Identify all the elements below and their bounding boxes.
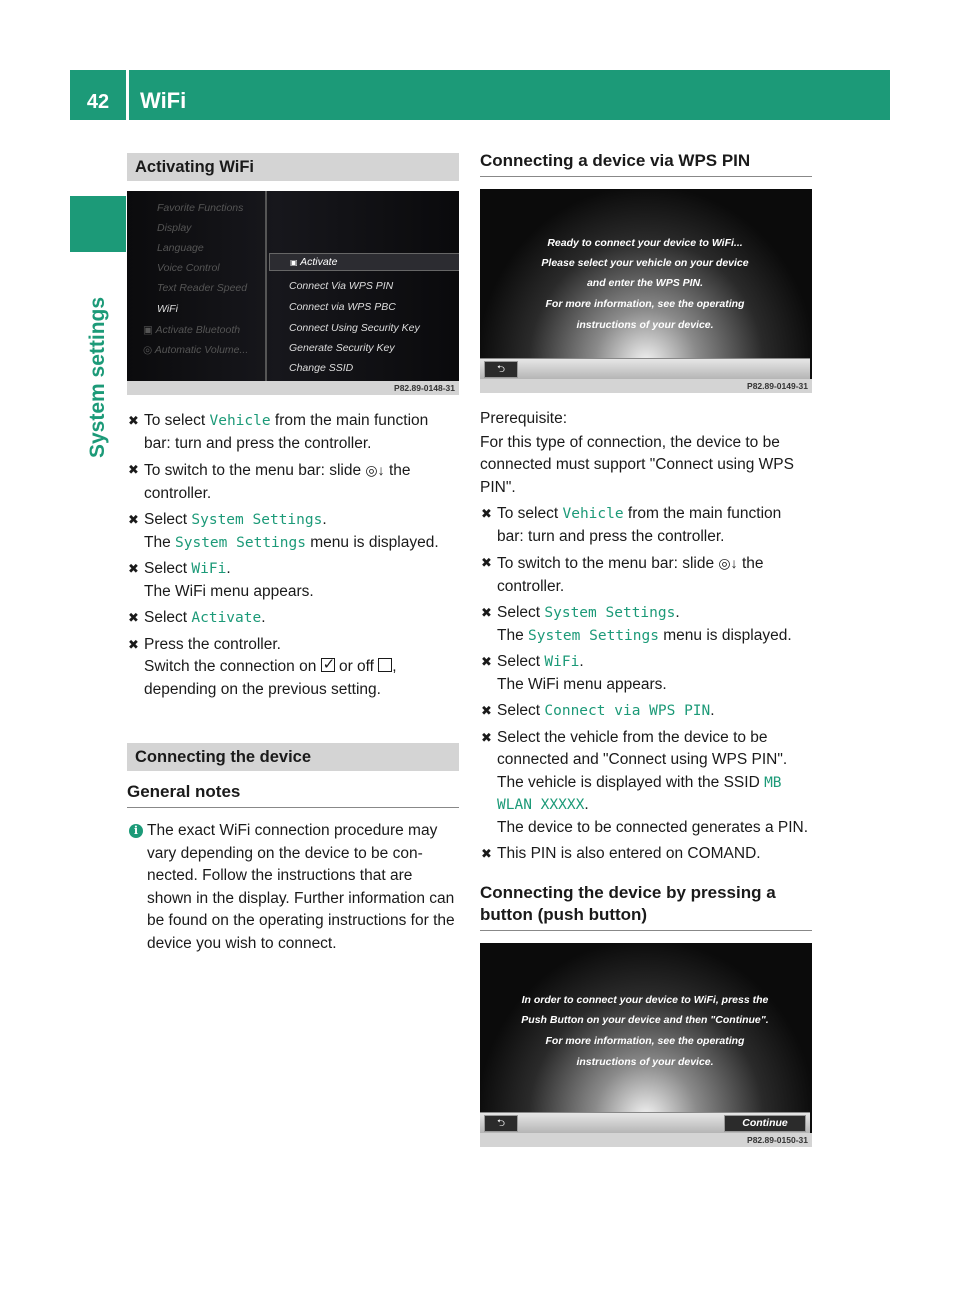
- screenshot-menu-item: ▣ Activate Bluetooth: [143, 324, 241, 336]
- screenshot-menu-item: Text Reader Speed: [157, 282, 248, 294]
- step-switch-menu-bar: ✖ To switch to the menu bar: slide ◎↓ the controller.: [127, 459, 459, 505]
- right-column: [480, 150, 812, 1147]
- radio-icon: ◎: [143, 344, 153, 356]
- step-switch-menu-bar: ✖ To switch to the menu bar: slide ◎↓ the controller.: [480, 552, 812, 598]
- section-title-wps-pin: Connecting a device via WPS PIN: [480, 150, 812, 177]
- screenshot-text-line: In order to connect your device to WiFi, press the: [521, 993, 769, 1006]
- step-press-controller: ✖ Press the controller. Switch the connection on ✓ or off , depending on the previous setting.: [127, 634, 459, 702]
- step-arrow-icon: ✖: [128, 462, 139, 477]
- step-arrow-icon: ✖: [128, 610, 139, 625]
- image-code: P82.89-0148-31: [127, 381, 459, 395]
- screenshot-menu-item: Voice Control: [157, 262, 220, 274]
- screenshot-menu-item-wifi: WiFi: [157, 303, 178, 315]
- step-select-system-settings: ✖ Select System Settings. The System Settings menu is displayed.: [481, 604, 792, 644]
- screenshot-wps-pin: [480, 189, 812, 379]
- side-section-label: System settings: [86, 296, 109, 458]
- image-code: P82.89-0150-31: [480, 1133, 812, 1147]
- step-arrow-icon: ✖: [481, 729, 492, 745]
- step-arrow-icon: ✖: [481, 703, 492, 718]
- step-arrow-icon: ✖: [481, 654, 492, 669]
- step-select-vehicle-on-device: ✖ Select the vehicle from the device to be connected and "Connect using WPS PIN". The vehicle is displayed with the SSID MB WLAN XXXXX. The device to be connected generates a PIN.: [481, 728, 809, 836]
- step-arrow-icon: ✖: [481, 506, 492, 521]
- left-column: [127, 153, 459, 955]
- screenshot-wifi-menu: [127, 191, 459, 381]
- controller-slide-icon: ◎↓: [718, 555, 738, 571]
- screenshot-menu-item: Language: [157, 242, 204, 254]
- step-arrow-icon: ✖: [481, 605, 492, 620]
- step-arrow-icon: ✖: [128, 512, 139, 527]
- step-select-vehicle: ✖ To select Vehicle from the main function bar: turn and press the controller.: [128, 412, 429, 452]
- step-arrow-icon: ✖: [481, 846, 492, 861]
- step-arrow-icon: ✖: [128, 636, 139, 652]
- checkbox-checked-icon: [321, 658, 335, 672]
- step-select-system-settings: ✖ Select System Settings. The System Settings menu is displayed.: [128, 511, 439, 551]
- chapter-title: WiFi: [140, 88, 187, 113]
- info-icon: i: [129, 824, 143, 838]
- screenshot-text-line: Push Button on your device and then "Continue".: [521, 1013, 769, 1026]
- page-number: 42: [86, 91, 110, 113]
- screenshot-menu-item: ◎ Automatic Volume...: [143, 344, 249, 356]
- screenshot-button-bar: [480, 358, 810, 379]
- screenshot-text-line: instructions of your device.: [576, 1055, 714, 1068]
- screenshot-text-line: For more information, see the operating: [545, 1034, 745, 1047]
- screenshot-button-bar: [480, 1112, 810, 1133]
- screenshot-push-button: [480, 943, 812, 1133]
- subsection-title-general-notes: General notes: [127, 781, 459, 808]
- screenshot-menu-item: Connect via WPS PBC: [289, 301, 396, 313]
- checkbox-empty-icon: [378, 658, 392, 672]
- checkbox-icon: ▣: [290, 258, 298, 267]
- step-enter-pin-comand: ✖ This PIN is also entered on COMAND.: [480, 843, 812, 866]
- section-title-push-button: Connecting the device by pressing a button (push button): [480, 882, 812, 931]
- screenshot-text-line: For more information, see the operating: [545, 298, 745, 310]
- section-title-connecting-device: Connecting the device: [127, 743, 459, 771]
- info-note: i The exact WiFi connection procedure may vary depending on the device to be con-nected. Follow the instructions that are shown in the display. Further information can be found on the operating instructions for the device you wish to connect.: [127, 820, 459, 955]
- screenshot-menu-item: Connect Using Security Key: [289, 322, 420, 334]
- screenshot-menu-item: Change SSID: [289, 362, 354, 374]
- screenshot-menu-item: Display: [157, 222, 192, 234]
- back-arrow-icon: ⮌: [484, 361, 518, 378]
- checkbox-icon: ▣: [143, 324, 153, 336]
- screenshot-text-line: Please select your vehicle on your device: [541, 257, 749, 269]
- step-arrow-icon: ✖: [481, 555, 492, 570]
- back-arrow-icon: ⮌: [484, 1115, 518, 1132]
- chapter-header-bar: [70, 70, 890, 120]
- step-select-connect-wps-pin: ✖ Select Connect via WPS PIN.: [480, 700, 812, 723]
- prerequisite-text: For this type of connection, the device to be connected must support "Connect using WPS PIN".: [480, 433, 794, 496]
- section-title-activating-wifi: Activating WiFi: [127, 153, 459, 181]
- image-code: P82.89-0149-31: [480, 379, 812, 393]
- screenshot-menu-item: Generate Security Key: [289, 342, 395, 354]
- screenshot-text-line: instructions of your device.: [576, 319, 714, 331]
- screenshot-text-line: and enter the WPS PIN.: [586, 277, 704, 289]
- screenshot-menu-item-activate: ▣ Activate: [269, 253, 459, 271]
- screenshot-menu-item: Connect Via WPS PIN: [289, 280, 394, 292]
- side-tab-marker: [70, 196, 126, 252]
- step-select-activate: ✖ Select Activate.: [127, 607, 459, 630]
- header-divider: [126, 70, 129, 120]
- controller-slide-icon: ◎↓: [365, 462, 385, 478]
- step-arrow-icon: ✖: [128, 413, 139, 428]
- prerequisite-label: Prerequisite:: [480, 410, 568, 427]
- screenshot-text-line: Ready to connect your device to WiFi...: [547, 237, 743, 249]
- screenshot-settings-list: [127, 191, 267, 381]
- screenshot-continue-button: Continue: [724, 1115, 806, 1132]
- step-select-wifi: ✖ Select WiFi. The WiFi menu appears.: [128, 560, 314, 600]
- screenshot-menu-item: Favorite Functions: [157, 202, 244, 214]
- step-select-wifi: ✖ Select WiFi. The WiFi menu appears.: [481, 653, 667, 693]
- step-select-vehicle: ✖ To select Vehicle from the main function bar: turn and press the controller.: [481, 505, 782, 545]
- step-arrow-icon: ✖: [128, 561, 139, 576]
